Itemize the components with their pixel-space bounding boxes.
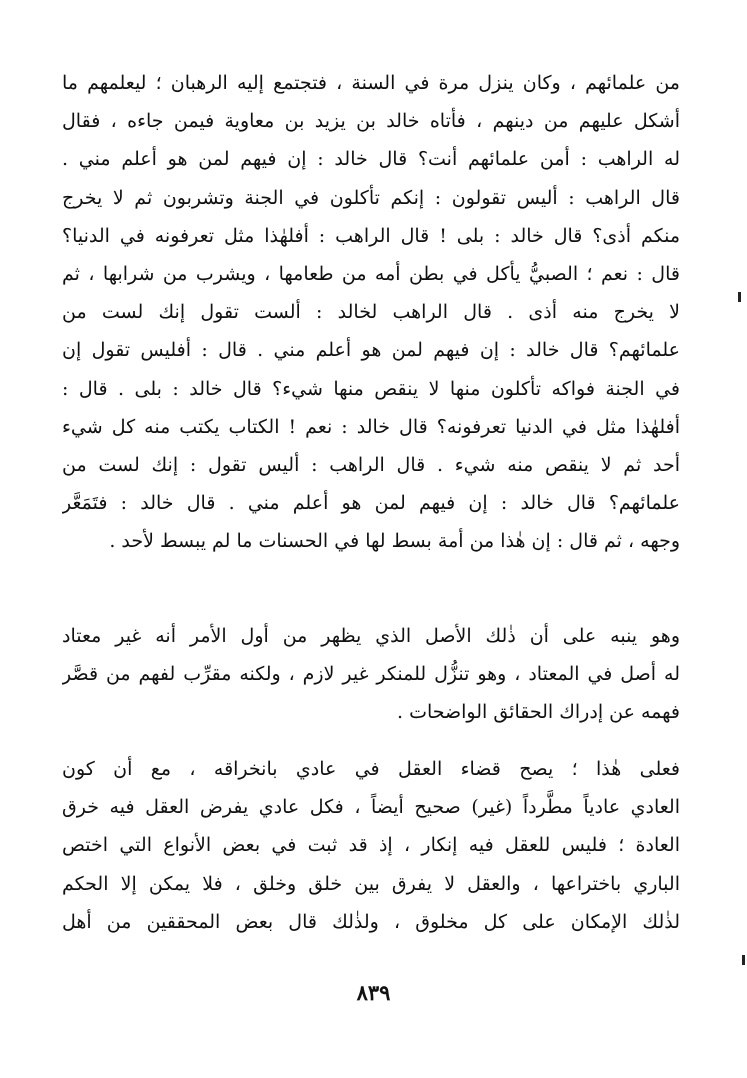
text-line: لا يخرج منه أذى . قال الراهب لخالد : ألست تقول إنك لست من [62,301,680,324]
text-line: منكم أذى؟ قال خالد : بلى ! قال الراهب : أفلهٰذا مثل تعرفونه في الدنيا؟ [62,224,680,247]
text-line: له أصل في المعتاد ، وهو تنزُّل للمنكر غير لازم ، ولكنه مقرِّب لفهم من قصَّر [62,663,680,686]
text-line: العادة ؛ فليس للعقل فيه إنكار ، إذ قد ثبت في بعض الأنواع التي اختص [62,834,680,857]
text-line: الباري باختراعها ، والعقل لا يفرق بين خلق وخلق ، فلا يمكن إلا الحكم [62,872,680,895]
text-line: من علمائهم ، وكان ينزل مرة في السنة ، فتجتمع إليه الرهبان ؛ ليعلمهم ما [62,72,680,94]
text-line: أفلهٰذا مثل في الدنيا تعرفونه؟ قال خالد : نعم ! الكتاب يكتب منه كل شيء [62,415,680,438]
text-line: فعلى هٰذا ؛ يصح قضاء العقل في عادي بانخراقه ، مع أن كون [62,758,680,780]
margin-mark [742,955,745,965]
text-line: وهو ينبه على أن ذٰلك الأصل الذي يظهر من أول الأمر أنه غير معتاد [62,625,680,647]
page-number: ٨٣٩ [356,980,391,1005]
text-line: لذٰلك الإمكان على كل مخلوق ، ولذٰلك قال بعض المحققين من أهل [62,910,680,933]
margin-mark [738,292,741,302]
text-line: فهمه عن إدراك الحقائق الواضحات . [396,701,680,724]
text-line: علمائهم؟ قال خالد : إن فيهم لمن هو أعلم مني . قال خالد : فتَمَعَّر [62,492,680,515]
text-line: علمائهم؟ قال خالد : إن فيهم لمن هو أعلم مني . قال : أفليس تقول إن [62,339,680,362]
text-line: أشكل عليهم من دينهم ، فأتاه خالد بن يزيد بن معاوية فيمن جاءه ، فقال [62,110,680,133]
text-line: له الراهب : أمن علمائهم أنت؟ قال خالد : إن فيهم لمن هو أعلم مني . [62,148,680,171]
paragraph-1 [62,64,680,560]
text-line: في الجنة فواكه تأكلون منها لا ينقص منها شيء؟ قال خالد : بلى . قال : [62,377,680,400]
paragraph-2 [62,617,680,732]
text-line: قال : نعم ؛ الصبيُّ يأكل في بطن أمه من طعامها ، ويشرب من شرابها ، ثم [62,262,680,285]
text-line: وجهه ، ثم قال : إن هٰذا من أمة بسط لها في الحسنات ما لم يبسط لأحد . [109,530,680,553]
paragraph-3 [62,750,680,941]
text-line: أحد ثم لا ينقص منه شيء . قال الراهب : أليس تقول : إنك لست من [62,453,680,476]
text-line: قال الراهب : أليس تقولون : إنكم تأكلون في الجنة وتشربون ثم لا يخرج [62,186,680,209]
text-line: العادي عادياً مطَّرداً (غير) صحيح أيضاً ، فكل عادي يفرض العقل فيه خرق [62,796,680,819]
